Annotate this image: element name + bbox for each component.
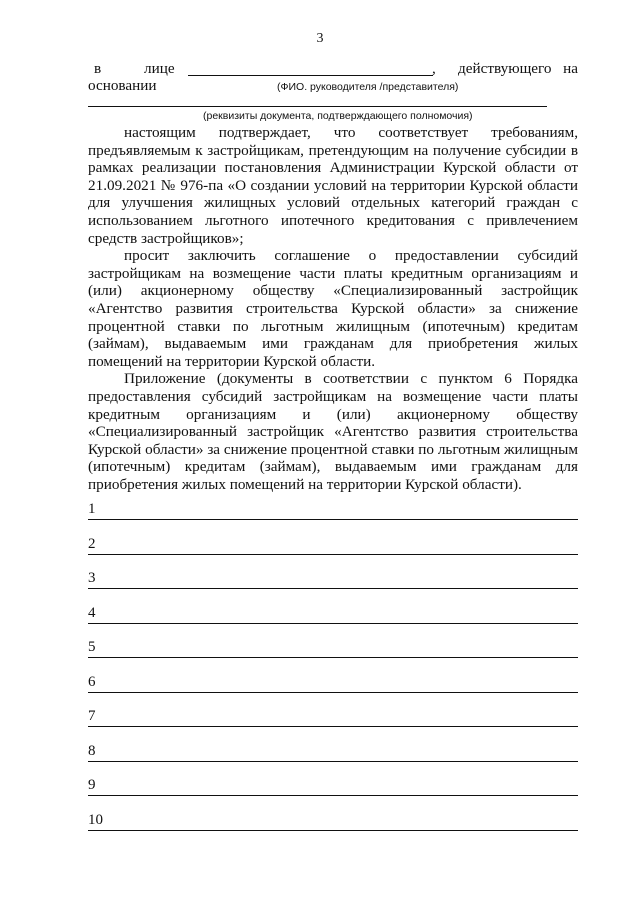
list-item[interactable] — [88, 589, 578, 624]
body-text — [88, 124, 578, 493]
basis-line — [88, 77, 578, 95]
list-item-number: 10 — [88, 811, 103, 828]
word-na: на — [563, 60, 578, 77]
list-item[interactable] — [88, 727, 578, 762]
authority-document-caption: (реквизиты документа, подтверждающего полномочия) — [203, 110, 473, 122]
fio-caption: (ФИО. руководителя /представителя) — [277, 81, 459, 93]
paragraph-confirms: настоящим подтверждает, что соответствует требованиям, предъявляемым к застройщикам, претендующим на получение субсидии в рамках реализации постановления Администрации Курской области от 21.09.2021 № 976-па «О создании условий на территории Курской области для улучшения жилищных условий отдельных категорий граждан с использованием льготного ипотечного кредитования с привлечением средств застройщиков»; — [88, 124, 578, 247]
authority-document-blank[interactable] — [88, 106, 547, 107]
list-item-number: 6 — [88, 673, 96, 690]
list-item[interactable] — [88, 520, 578, 555]
list-item-number: 4 — [88, 604, 96, 621]
list-item-number: 2 — [88, 535, 96, 552]
word-deystvuyushchego: действующего — [458, 60, 552, 77]
list-item[interactable] — [88, 796, 578, 831]
representative-line — [88, 60, 578, 78]
paragraph-requests: просит заключить соглашение о предоставлении субсидий застройщикам на возмещение части платы кредитным организациям и (или) акционерному обществу «Специализированный застройщик «Агентство развития строительства Курской области» за снижение процентной ставки по льготным жилищным (ипотечным) кредитам (займам), выдаваемым ими гражданам для приобретения жилых помещений на территории Курской области. — [88, 247, 578, 370]
list-item-number: 9 — [88, 777, 96, 794]
word-litse: лице — [144, 60, 175, 77]
list-item-number: 5 — [88, 639, 96, 656]
representative-name-blank[interactable] — [188, 75, 433, 76]
comma: , — [432, 60, 436, 77]
list-item[interactable] — [88, 624, 578, 659]
page-number: 3 — [316, 31, 324, 46]
list-item[interactable] — [88, 555, 578, 590]
list-item-number: 1 — [88, 501, 96, 518]
paragraph-appendix: Приложение (документы в соответствии с пунктом 6 Порядка предоставления субсидий застройщикам на возмещение части платы кредитным организациям и (или) акционерному обществу «Специализированный застройщик «Агентство развития строительства Курской области» за снижение процентной ставки по льготным жилищным (ипотечным) кредитам (займам), выдаваемым ими гражданам для приобретения жилых помещений на территории Курской области). — [88, 370, 578, 493]
list-item[interactable] — [88, 658, 578, 693]
word-osnovanii: основании — [88, 77, 157, 94]
word-v: в — [94, 60, 102, 77]
list-item-number: 7 — [88, 708, 96, 725]
appendix-document-list — [88, 502, 578, 831]
list-item-number: 3 — [88, 570, 96, 587]
list-item[interactable] — [88, 693, 578, 728]
list-item[interactable] — [88, 502, 578, 520]
list-item-number: 8 — [88, 742, 96, 759]
list-item[interactable] — [88, 762, 578, 797]
